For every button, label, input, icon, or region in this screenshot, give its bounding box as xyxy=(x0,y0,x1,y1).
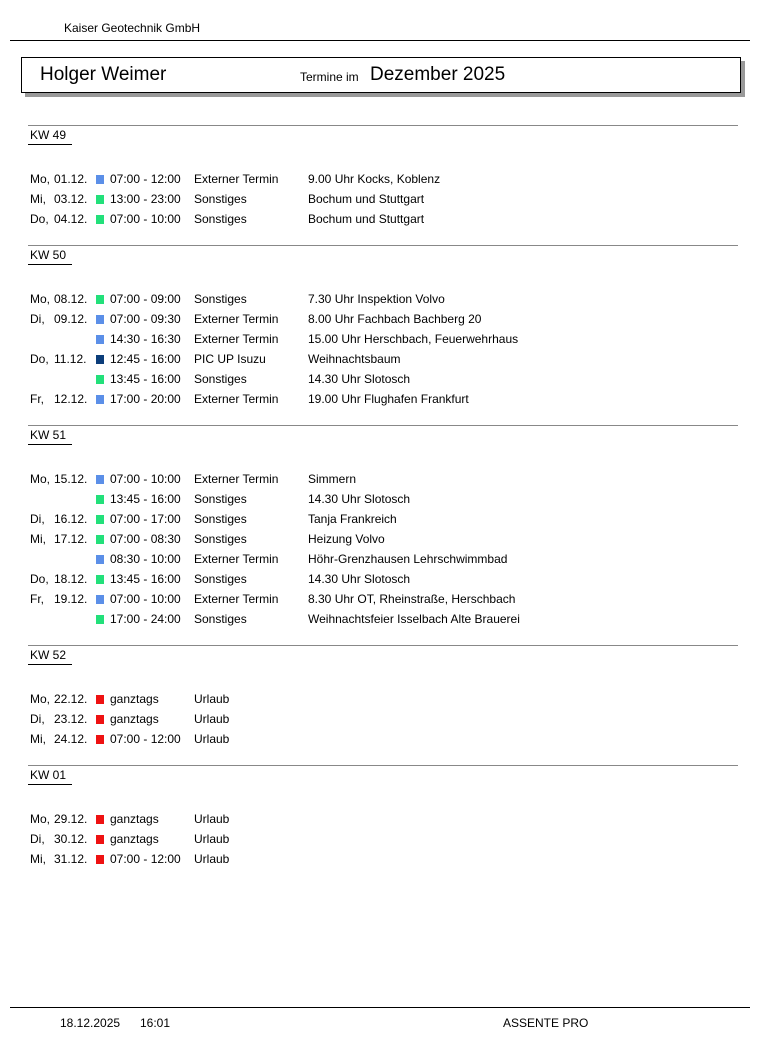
person-name: Holger Weimer xyxy=(40,64,167,85)
time-range: 07:00 - 12:00 xyxy=(110,732,181,746)
date: 09.12. xyxy=(54,312,88,326)
category-color-swatch xyxy=(96,355,104,364)
appointment-description: 19.00 Uhr Flughafen Frankfurt xyxy=(308,392,469,406)
appointment-row xyxy=(0,831,780,851)
footer-rule xyxy=(10,1007,750,1008)
week-rule xyxy=(28,125,738,126)
category-color-swatch xyxy=(96,295,104,304)
appointment-description: Bochum und Stuttgart xyxy=(308,212,425,226)
category-color-swatch xyxy=(96,595,104,604)
category-color-swatch xyxy=(96,195,104,204)
month-title: Dezember 2025 xyxy=(370,64,506,85)
week-rule xyxy=(28,765,738,766)
category-color-swatch xyxy=(96,715,104,724)
weekday: Mo, xyxy=(30,292,51,306)
category-color-swatch xyxy=(96,615,104,624)
date: 29.12. xyxy=(54,812,88,826)
week-label: KW 49 xyxy=(30,128,67,142)
appointment-type: Externer Termin xyxy=(194,312,279,326)
week-label: KW 50 xyxy=(30,248,67,262)
week-label-underline xyxy=(28,264,72,265)
time-range: 07:00 - 12:00 xyxy=(110,852,181,866)
appointment-row xyxy=(0,551,780,571)
appointment-description: Weihnachtsfeier Isselbach Alte Brauerei xyxy=(308,612,520,626)
category-color-swatch xyxy=(96,315,104,324)
appointment-row xyxy=(0,811,780,831)
weekday: Mi, xyxy=(30,852,46,866)
time-range: ganztags xyxy=(110,832,159,846)
appointment-description: 8.00 Uhr Fachbach Bachberg 20 xyxy=(308,312,482,326)
category-color-swatch xyxy=(96,695,104,704)
week-label: KW 51 xyxy=(30,428,67,442)
date: 15.12. xyxy=(54,472,88,486)
category-color-swatch xyxy=(96,575,104,584)
category-color-swatch xyxy=(96,535,104,544)
week-label-underline xyxy=(28,664,72,665)
appointment-type: Externer Termin xyxy=(194,172,279,186)
company-name: Kaiser Geotechnik GmbH xyxy=(64,21,201,35)
appointment-description: Simmern xyxy=(308,472,357,486)
category-color-swatch xyxy=(96,215,104,224)
weekday: Di, xyxy=(30,832,45,846)
weekday: Mo, xyxy=(30,812,51,826)
appointment-description: 7.30 Uhr Inspektion Volvo xyxy=(308,292,445,306)
appointment-row xyxy=(0,331,780,351)
category-color-swatch xyxy=(96,395,104,404)
appointment-row xyxy=(0,171,780,191)
appointment-type: Urlaub xyxy=(194,832,230,846)
time-range: ganztags xyxy=(110,812,159,826)
appointment-row xyxy=(0,711,780,731)
time-range: 17:00 - 20:00 xyxy=(110,392,181,406)
date: 31.12. xyxy=(54,852,88,866)
category-color-swatch xyxy=(96,335,104,344)
appointment-row xyxy=(0,731,780,751)
time-range: 13:45 - 16:00 xyxy=(110,572,181,586)
weekday: Mi, xyxy=(30,532,46,546)
appointment-description: Weihnachtsbaum xyxy=(308,352,401,366)
week-rule xyxy=(28,425,738,426)
footer-time: 16:01 xyxy=(140,1016,171,1030)
time-range: 12:45 - 16:00 xyxy=(110,352,181,366)
appointment-type: Externer Termin xyxy=(194,472,279,486)
weekday: Fr, xyxy=(30,392,44,406)
week-rule xyxy=(28,645,738,646)
time-range: 17:00 - 24:00 xyxy=(110,612,181,626)
time-range: 07:00 - 10:00 xyxy=(110,212,181,226)
time-range: 07:00 - 10:00 xyxy=(110,472,181,486)
category-color-swatch xyxy=(96,475,104,484)
appointment-row xyxy=(0,391,780,411)
appointment-description: 15.00 Uhr Herschbach, Feuerwehrhaus xyxy=(308,332,519,346)
weekday: Mo, xyxy=(30,172,51,186)
date: 12.12. xyxy=(54,392,88,406)
appointment-type: Urlaub xyxy=(194,852,230,866)
category-color-swatch xyxy=(96,555,104,564)
weekday: Mi, xyxy=(30,732,46,746)
date: 03.12. xyxy=(54,192,88,206)
appointment-row xyxy=(0,511,780,531)
time-range: 07:00 - 09:00 xyxy=(110,292,181,306)
date: 11.12. xyxy=(54,352,87,366)
weekday: Di, xyxy=(30,312,45,326)
appointment-row xyxy=(0,351,780,371)
date: 24.12. xyxy=(54,732,88,746)
appointment-row xyxy=(0,191,780,211)
time-range: 13:45 - 16:00 xyxy=(110,492,181,506)
time-range: 13:00 - 23:00 xyxy=(110,192,181,206)
appointment-row xyxy=(0,591,780,611)
category-color-swatch xyxy=(96,855,104,864)
time-range: 13:45 - 16:00 xyxy=(110,372,181,386)
week-label-underline xyxy=(28,784,72,785)
appointment-type: Sonstiges xyxy=(194,532,247,546)
date: 22.12. xyxy=(54,692,88,706)
date: 01.12. xyxy=(54,172,88,186)
weekday: Di, xyxy=(30,712,45,726)
footer-app-name: ASSENTE PRO xyxy=(503,1016,589,1030)
title-box xyxy=(21,57,741,93)
appointment-row xyxy=(0,491,780,511)
time-range: ganztags xyxy=(110,712,159,726)
time-range: 07:00 - 10:00 xyxy=(110,592,181,606)
date: 18.12. xyxy=(54,572,88,586)
appointment-row xyxy=(0,471,780,491)
category-color-swatch xyxy=(96,515,104,524)
date: 16.12. xyxy=(54,512,88,526)
category-color-swatch xyxy=(96,815,104,824)
appointment-row xyxy=(0,291,780,311)
appointment-row xyxy=(0,311,780,331)
week-label-underline xyxy=(28,144,72,145)
appointment-type: Externer Termin xyxy=(194,592,279,606)
weekday: Mi, xyxy=(30,192,46,206)
date: 08.12. xyxy=(54,292,88,306)
appointment-description: Höhr-Grenzhausen Lehrschwimmbad xyxy=(308,552,508,566)
appointment-type: PIC UP Isuzu xyxy=(194,352,266,366)
appointment-type: Sonstiges xyxy=(194,612,247,626)
weekday: Do, xyxy=(30,212,49,226)
week-label-underline xyxy=(28,444,72,445)
appointment-description: Bochum und Stuttgart xyxy=(308,192,425,206)
category-color-swatch xyxy=(96,495,104,504)
appointment-row xyxy=(0,571,780,591)
appointment-description: 14.30 Uhr Slotosch xyxy=(308,372,411,386)
appointment-description: Tanja Frankreich xyxy=(308,512,397,526)
appointment-type: Urlaub xyxy=(194,692,230,706)
date: 04.12. xyxy=(54,212,88,226)
weekday: Mo, xyxy=(30,472,51,486)
appointment-type: Urlaub xyxy=(194,812,230,826)
time-range: 07:00 - 17:00 xyxy=(110,512,181,526)
appointment-row xyxy=(0,851,780,871)
time-range: 07:00 - 08:30 xyxy=(110,532,181,546)
appointment-row xyxy=(0,371,780,391)
category-color-swatch xyxy=(96,835,104,844)
weekday: Fr, xyxy=(30,592,44,606)
week-label: KW 52 xyxy=(30,648,67,662)
date: 23.12. xyxy=(54,712,88,726)
appointment-type: Sonstiges xyxy=(194,192,247,206)
appointment-row xyxy=(0,531,780,551)
appointment-row xyxy=(0,211,780,231)
appointment-type: Sonstiges xyxy=(194,512,247,526)
appointment-row xyxy=(0,691,780,711)
appointment-type: Externer Termin xyxy=(194,392,279,406)
appointment-description: 14.30 Uhr Slotosch xyxy=(308,572,411,586)
category-color-swatch xyxy=(96,375,104,384)
appointment-description: 8.30 Uhr OT, Rheinstraße, Herschbach xyxy=(308,592,516,606)
appointment-row xyxy=(0,611,780,631)
week-label: KW 01 xyxy=(30,768,67,782)
time-range: 07:00 - 12:00 xyxy=(110,172,181,186)
weekday: Do, xyxy=(30,572,49,586)
appointment-type: Sonstiges xyxy=(194,372,247,386)
appointment-type: Externer Termin xyxy=(194,552,279,566)
weekday: Mo, xyxy=(30,692,51,706)
appointment-type: Sonstiges xyxy=(194,292,247,306)
appointment-type: Sonstiges xyxy=(194,492,247,506)
time-range: 08:30 - 10:00 xyxy=(110,552,181,566)
appointment-description: 14.30 Uhr Slotosch xyxy=(308,492,411,506)
footer-date: 18.12.2025 xyxy=(60,1016,121,1030)
time-range: 07:00 - 09:30 xyxy=(110,312,181,326)
termine-im-label: Termine im xyxy=(300,70,359,84)
appointment-type: Externer Termin xyxy=(194,332,279,346)
category-color-swatch xyxy=(96,175,104,184)
date: 30.12. xyxy=(54,832,88,846)
appointment-type: Urlaub xyxy=(194,712,230,726)
time-range: ganztags xyxy=(110,692,159,706)
category-color-swatch xyxy=(96,735,104,744)
appointment-type: Sonstiges xyxy=(194,572,247,586)
date: 17.12. xyxy=(54,532,88,546)
appointment-type: Urlaub xyxy=(194,732,230,746)
date: 19.12. xyxy=(54,592,88,606)
weekday: Do, xyxy=(30,352,49,366)
week-rule xyxy=(28,245,738,246)
time-range: 14:30 - 16:30 xyxy=(110,332,181,346)
appointment-description: 9.00 Uhr Kocks, Koblenz xyxy=(308,172,441,186)
header-rule xyxy=(10,40,750,41)
appointment-type: Sonstiges xyxy=(194,212,247,226)
weekday: Di, xyxy=(30,512,45,526)
appointment-description: Heizung Volvo xyxy=(308,532,385,546)
